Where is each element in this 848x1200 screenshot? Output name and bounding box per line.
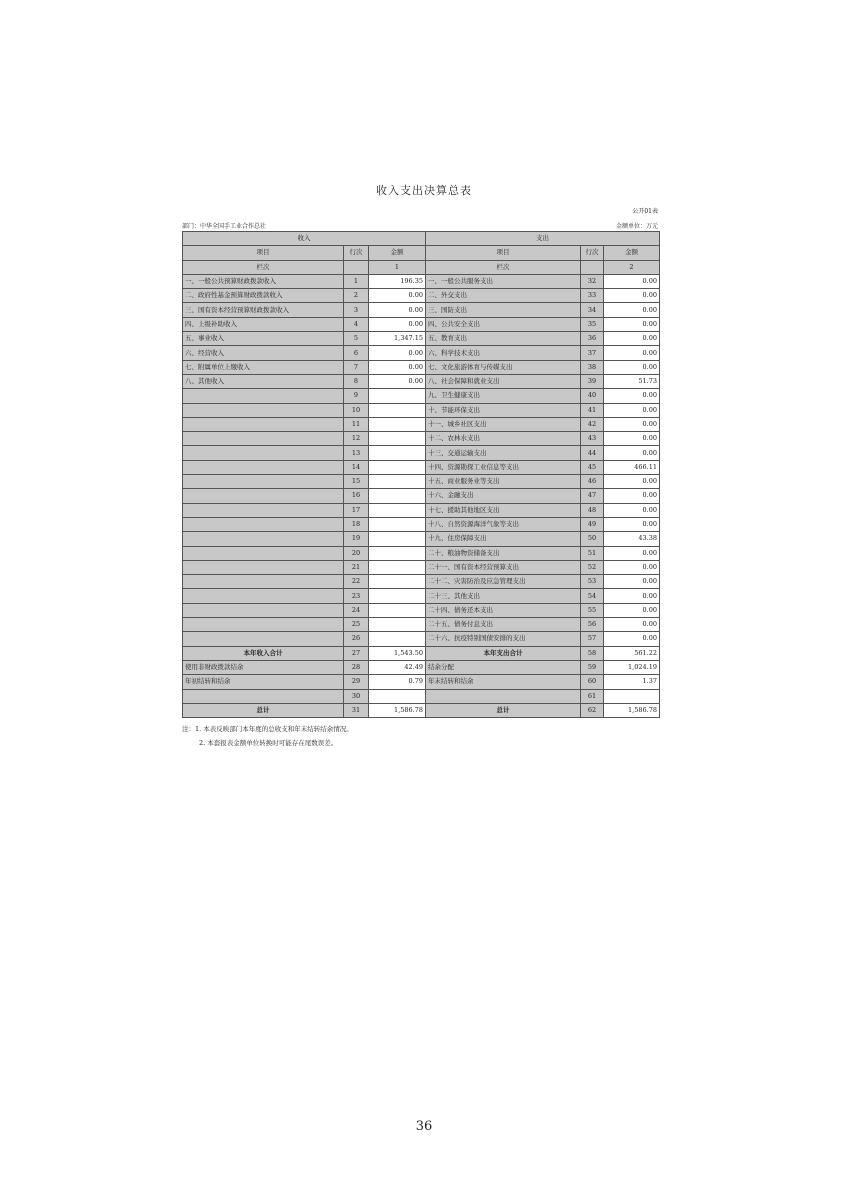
income-item-cell [183, 689, 344, 703]
income-row-number-cell: 11 [344, 417, 369, 431]
income-amount-cell: 196.35 [369, 274, 426, 288]
expense-amount-header: 金额 [604, 246, 660, 260]
page-number: 36 [415, 1119, 433, 1134]
column-index-row [183, 260, 660, 274]
expense-item-cell: 结余分配 [426, 660, 581, 674]
income-row-number-cell: 12 [344, 432, 369, 446]
income-amount-cell: 1,586.78 [369, 703, 426, 717]
expense-column-label: 栏次 [426, 260, 581, 274]
income-amount-header: 金额 [369, 246, 426, 260]
expense-amount-cell: 1.37 [604, 675, 660, 689]
table-row [183, 575, 660, 589]
expense-amount-cell: 0.00 [604, 546, 660, 560]
expense-amount-cell: 0.00 [604, 560, 660, 574]
table-row [183, 432, 660, 446]
table-row [183, 675, 660, 689]
income-item-cell [183, 560, 344, 574]
expense-row-number-cell: 55 [581, 603, 604, 617]
expense-amount-cell: 0.00 [604, 475, 660, 489]
income-row-number-cell: 26 [344, 632, 369, 646]
income-amount-cell [369, 603, 426, 617]
expense-rowno-header: 行次 [581, 246, 604, 260]
table-row [183, 560, 660, 574]
footnote-1: 注：1. 本表反映部门本年度的总收支和年末结转结余情况。 [182, 725, 353, 733]
income-expense-table [182, 231, 660, 718]
table-row [183, 660, 660, 674]
income-row-number-cell: 14 [344, 460, 369, 474]
income-amount-cell [369, 489, 426, 503]
expense-row-number-cell: 57 [581, 632, 604, 646]
income-amount-cell [369, 417, 426, 431]
income-amount-cell [369, 689, 426, 703]
income-amount-cell [369, 503, 426, 517]
income-amount-cell [369, 632, 426, 646]
income-row-number-cell: 10 [344, 403, 369, 417]
expense-amount-cell: 561.22 [604, 646, 660, 660]
income-row-number-cell: 8 [344, 374, 369, 388]
table-body [183, 274, 660, 717]
amount-unit-label: 金额单位：万元 [615, 223, 658, 230]
income-row-number-cell: 29 [344, 675, 369, 689]
expense-row-number-cell: 62 [581, 703, 604, 717]
table-row [183, 589, 660, 603]
expense-amount-cell: 0.00 [604, 303, 660, 317]
income-row-number-cell: 13 [344, 446, 369, 460]
expense-amount-cell: 0.00 [604, 517, 660, 531]
income-row-number-cell: 9 [344, 389, 369, 403]
table-row [183, 374, 660, 388]
expense-row-number-cell: 33 [581, 289, 604, 303]
expense-row-number-cell: 52 [581, 560, 604, 574]
expense-item-cell: 八、社会保障和就业支出 [426, 374, 581, 388]
income-row-number-cell: 19 [344, 532, 369, 546]
income-amount-cell [369, 517, 426, 531]
table-row [183, 403, 660, 417]
expense-item-cell: 七、文化旅游体育与传媒支出 [426, 360, 581, 374]
expense-row-number-cell: 40 [581, 389, 604, 403]
income-amount-cell [369, 389, 426, 403]
expense-row-number-cell: 59 [581, 660, 604, 674]
income-row-number-cell: 5 [344, 332, 369, 346]
expense-item-cell: 十、节能环保支出 [426, 403, 581, 417]
income-item-cell [183, 489, 344, 503]
income-row-number-cell: 23 [344, 589, 369, 603]
table-row [183, 289, 660, 303]
expense-amount-cell: 0.00 [604, 632, 660, 646]
income-row-number-cell: 28 [344, 660, 369, 674]
income-amount-cell: 1,347.15 [369, 332, 426, 346]
department-label: 部门：中华全国手工业合作总社 [182, 223, 267, 230]
expense-amount-cell: 0.00 [604, 403, 660, 417]
income-item-cell [183, 517, 344, 531]
expense-row-number-cell: 56 [581, 618, 604, 632]
income-item-cell [183, 417, 344, 431]
expense-row-number-cell: 38 [581, 360, 604, 374]
income-item-cell [183, 632, 344, 646]
table-row [183, 489, 660, 503]
expense-amount-cell: 0.00 [604, 417, 660, 431]
expense-row-number-cell: 49 [581, 517, 604, 531]
income-row-number-cell: 21 [344, 560, 369, 574]
expense-item-cell: 总计 [426, 703, 581, 717]
income-row-number-cell: 3 [344, 303, 369, 317]
expense-row-number-cell: 47 [581, 489, 604, 503]
income-row-number-cell: 24 [344, 603, 369, 617]
income-amount-cell: 0.00 [369, 317, 426, 331]
table-row [183, 460, 660, 474]
income-item-cell: 二、政府性基金预算财政拨款收入 [183, 289, 344, 303]
table-row [183, 532, 660, 546]
expense-amount-cell [604, 689, 660, 703]
expense-item-cell: 五、教育支出 [426, 332, 581, 346]
income-row-number-cell: 4 [344, 317, 369, 331]
income-row-number-cell: 27 [344, 646, 369, 660]
income-amount-cell [369, 560, 426, 574]
expense-row-number-cell: 35 [581, 317, 604, 331]
expense-amount-cell: 0.00 [604, 389, 660, 403]
table-row [183, 389, 660, 403]
expense-amount-cell: 0.00 [604, 603, 660, 617]
expense-amount-cell: 0.00 [604, 589, 660, 603]
income-amount-cell: 0.00 [369, 346, 426, 360]
income-item-cell [183, 446, 344, 460]
table-row [183, 417, 660, 431]
income-item-cell: 总计 [183, 703, 344, 717]
income-row-number-cell: 18 [344, 517, 369, 531]
income-amount-cell [369, 546, 426, 560]
expense-item-cell: 十三、交通运输支出 [426, 446, 581, 460]
expense-amount-cell: 0.00 [604, 317, 660, 331]
expense-row-number-cell: 53 [581, 575, 604, 589]
income-amount-cell [369, 575, 426, 589]
income-row-number-cell: 2 [344, 289, 369, 303]
income-item-cell [183, 475, 344, 489]
table-row [183, 332, 660, 346]
expense-amount-cell: 0.00 [604, 618, 660, 632]
expense-row-number-cell: 48 [581, 503, 604, 517]
income-row-number-cell: 6 [344, 346, 369, 360]
income-amount-cell [369, 589, 426, 603]
income-item-cell [183, 575, 344, 589]
income-item-cell: 本年收入合计 [183, 646, 344, 660]
expense-item-header: 项目 [426, 246, 581, 260]
income-row-number-cell: 22 [344, 575, 369, 589]
table-row [183, 346, 660, 360]
expense-item-cell: 二十四、债务还本支出 [426, 603, 581, 617]
income-amount-cell [369, 403, 426, 417]
expense-row-number-cell: 50 [581, 532, 604, 546]
expense-row-number-cell: 60 [581, 675, 604, 689]
expense-section-header: 支出 [426, 232, 660, 246]
expense-item-cell: 一、一般公共服务支出 [426, 274, 581, 288]
expense-row-number-cell: 37 [581, 346, 604, 360]
income-item-cell: 七、附属单位上缴收入 [183, 360, 344, 374]
table-row [183, 303, 660, 317]
expense-item-cell: 十七、援助其他地区支出 [426, 503, 581, 517]
column-header-row [183, 246, 660, 260]
expense-item-cell: 年末结转和结余 [426, 675, 581, 689]
income-amount-cell [369, 618, 426, 632]
expense-item-cell: 十六、金融支出 [426, 489, 581, 503]
income-amount-cell [369, 446, 426, 460]
expense-amount-cell: 0.00 [604, 432, 660, 446]
expense-row-number-cell: 41 [581, 403, 604, 417]
income-section-header: 收入 [183, 232, 426, 246]
expense-row-number-cell: 44 [581, 446, 604, 460]
income-row-number-cell: 25 [344, 618, 369, 632]
income-amount-cell: 42.49 [369, 660, 426, 674]
income-item-cell [183, 618, 344, 632]
income-column-blank [344, 260, 369, 274]
expense-item-cell: 十九、住房保障支出 [426, 532, 581, 546]
income-item-cell [183, 389, 344, 403]
income-row-number-cell: 1 [344, 274, 369, 288]
income-amount-cell [369, 432, 426, 446]
income-item-cell [183, 589, 344, 603]
expense-item-cell: 本年支出合计 [426, 646, 581, 660]
expense-item-cell: 十一、城乡社区支出 [426, 417, 581, 431]
income-amount-cell: 0.00 [369, 374, 426, 388]
expense-item-cell: 九、卫生健康支出 [426, 389, 581, 403]
expense-row-number-cell: 51 [581, 546, 604, 560]
table-row [183, 603, 660, 617]
income-item-cell [183, 432, 344, 446]
income-item-cell: 五、事业收入 [183, 332, 344, 346]
expense-row-number-cell: 34 [581, 303, 604, 317]
income-item-cell [183, 603, 344, 617]
income-rowno-header: 行次 [344, 246, 369, 260]
expense-item-cell: 六、科学技术支出 [426, 346, 581, 360]
expense-item-cell [426, 689, 581, 703]
expense-amount-cell: 0.00 [604, 360, 660, 374]
expense-amount-cell: 43.38 [604, 532, 660, 546]
income-item-cell: 八、其他收入 [183, 374, 344, 388]
expense-amount-cell: 0.00 [604, 503, 660, 517]
income-row-number-cell: 15 [344, 475, 369, 489]
table-row [183, 546, 660, 560]
expense-amount-cell: 1,586.78 [604, 703, 660, 717]
expense-amount-cell: 51.73 [604, 374, 660, 388]
expense-item-cell: 二十一、国有资本经营预算支出 [426, 560, 581, 574]
table-row [183, 703, 660, 717]
expense-item-cell: 二十、粮油物资储备支出 [426, 546, 581, 560]
income-amount-cell [369, 475, 426, 489]
expense-row-number-cell: 36 [581, 332, 604, 346]
expense-row-number-cell: 61 [581, 689, 604, 703]
expense-item-cell: 二、外交支出 [426, 289, 581, 303]
expense-item-cell: 三、国防支出 [426, 303, 581, 317]
income-item-header: 项目 [183, 246, 344, 260]
table-row [183, 360, 660, 374]
income-item-cell [183, 503, 344, 517]
expense-amount-cell: 0.00 [604, 489, 660, 503]
table-row [183, 689, 660, 703]
expense-row-number-cell: 39 [581, 374, 604, 388]
income-item-cell [183, 403, 344, 417]
income-amount-cell: 0.00 [369, 360, 426, 374]
table-row [183, 317, 660, 331]
expense-row-number-cell: 54 [581, 589, 604, 603]
expense-row-number-cell: 42 [581, 417, 604, 431]
income-amount-cell: 0.00 [369, 289, 426, 303]
income-row-number-cell: 7 [344, 360, 369, 374]
income-amount-cell: 0.79 [369, 675, 426, 689]
expense-amount-cell: 0.00 [604, 575, 660, 589]
income-row-number-cell: 20 [344, 546, 369, 560]
page-title: 收入支出决算总表 [376, 184, 472, 197]
table-row [183, 274, 660, 288]
table-row [183, 618, 660, 632]
expense-amount-cell: 0.00 [604, 274, 660, 288]
income-item-cell: 年初结转和结余 [183, 675, 344, 689]
expense-item-cell: 二十二、灾害防治及应急管理支出 [426, 575, 581, 589]
income-item-cell [183, 532, 344, 546]
table-row [183, 632, 660, 646]
expense-item-cell: 二十三、其他支出 [426, 589, 581, 603]
income-amount-cell [369, 460, 426, 474]
income-row-number-cell: 17 [344, 503, 369, 517]
expense-item-cell: 十五、商业服务业等支出 [426, 475, 581, 489]
income-row-number-cell: 16 [344, 489, 369, 503]
expense-item-cell: 二十六、抗疫特别国债安排的支出 [426, 632, 581, 646]
expense-row-number-cell: 43 [581, 432, 604, 446]
expense-amount-cell: 0.00 [604, 332, 660, 346]
expense-item-cell: 十二、农林水支出 [426, 432, 581, 446]
table-row [183, 517, 660, 531]
expense-column-blank [581, 260, 604, 274]
income-item-cell: 使用非财政拨款结余 [183, 660, 344, 674]
income-amount-cell: 1,543.50 [369, 646, 426, 660]
table-row [183, 646, 660, 660]
expense-amount-cell: 0.00 [604, 289, 660, 303]
income-item-cell [183, 460, 344, 474]
income-column-index: 1 [369, 260, 426, 274]
expense-item-cell: 十四、资源勘探工业信息等支出 [426, 460, 581, 474]
footnotes [182, 722, 353, 750]
income-amount-cell [369, 532, 426, 546]
expense-amount-cell: 466.11 [604, 460, 660, 474]
income-item-cell: 一、一般公共预算财政拨款收入 [183, 274, 344, 288]
expense-amount-cell: 0.00 [604, 346, 660, 360]
income-row-number-cell: 30 [344, 689, 369, 703]
expense-item-cell: 十八、自然资源海洋气象等支出 [426, 517, 581, 531]
income-item-cell: 四、上级补助收入 [183, 317, 344, 331]
form-code: 公开01表 [632, 208, 658, 215]
table-row [183, 446, 660, 460]
income-amount-cell: 0.00 [369, 303, 426, 317]
income-item-cell: 六、经营收入 [183, 346, 344, 360]
expense-row-number-cell: 45 [581, 460, 604, 474]
table-row [183, 503, 660, 517]
income-column-label: 栏次 [183, 260, 344, 274]
income-row-number-cell: 31 [344, 703, 369, 717]
table-row [183, 475, 660, 489]
expense-item-cell: 四、公共安全支出 [426, 317, 581, 331]
footnote-2: 2. 本套报表金额单位转换时可能存在尾数误差。 [199, 739, 338, 747]
expense-row-number-cell: 32 [581, 274, 604, 288]
expense-item-cell: 二十五、债务付息支出 [426, 618, 581, 632]
expense-column-index: 2 [604, 260, 660, 274]
section-header-row [183, 232, 660, 246]
expense-amount-cell: 0.00 [604, 446, 660, 460]
income-item-cell: 三、国有资本经营预算财政拨款收入 [183, 303, 344, 317]
expense-row-number-cell: 46 [581, 475, 604, 489]
expense-row-number-cell: 58 [581, 646, 604, 660]
expense-amount-cell: 1,024.19 [604, 660, 660, 674]
income-item-cell [183, 546, 344, 560]
